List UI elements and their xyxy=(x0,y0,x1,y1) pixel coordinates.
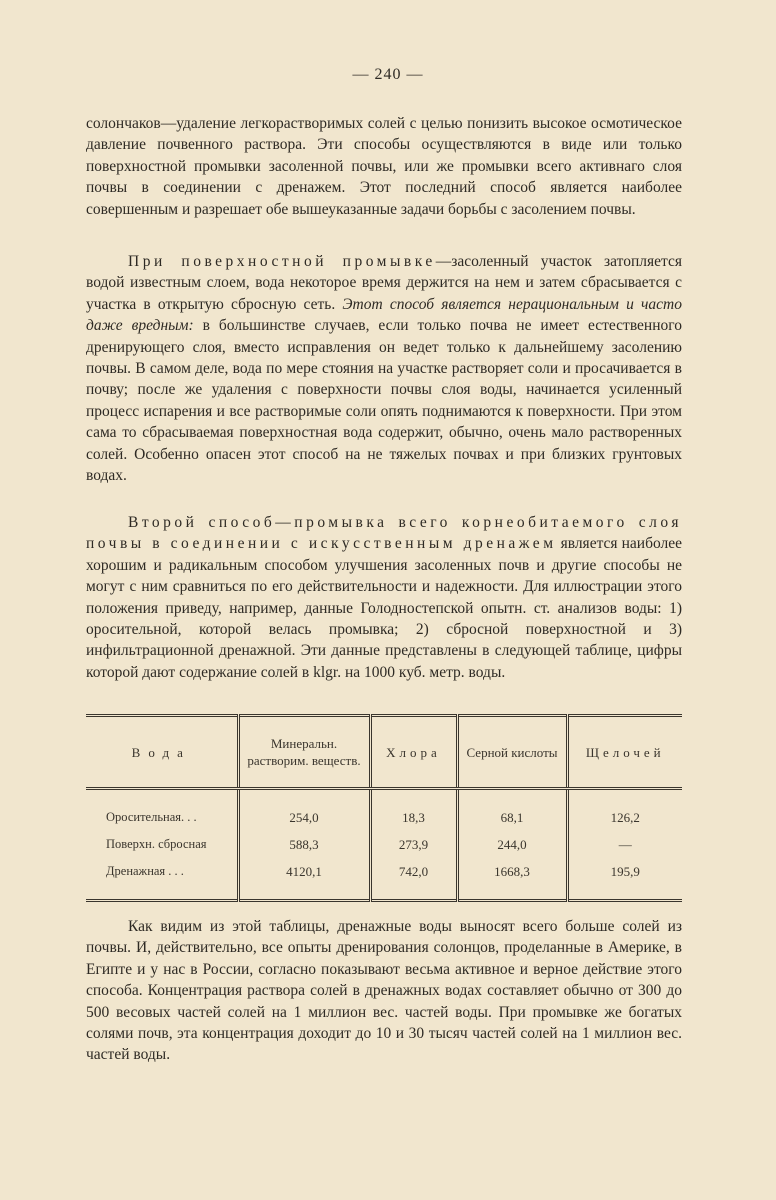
header-alkali: Щелочей xyxy=(567,716,682,789)
table-cell: 588,3 xyxy=(238,831,370,858)
table-row xyxy=(86,831,682,858)
header-sulfuric-acid: Серной кислоты xyxy=(457,716,567,789)
paragraph-2-text-a: —засоленный участок затопляется водой известным слоем, вода некоторое время держится на нем и затем сбрасывается с участка в открытую сбросную сеть. xyxy=(86,253,682,313)
table-row xyxy=(86,789,682,832)
paragraph-1: солончаков—удаление легкорастворимых солей с целью понизить высокое осмотическое давление почвенного раствора. Эти способы осуществляются в виде или только поверхностной промывки засоленной почвы, или же промывки всего активнаго слоя почвы в соединении с дренажем. Этот последний способ является наиболее совершенным и разрешает обе вышеуказанные задачи борьбы с засолением почвы. xyxy=(86,115,682,218)
paragraph-2-lead: При поверхностной промывке xyxy=(128,253,436,270)
table-cell: Оросительная. . . xyxy=(106,810,197,824)
paragraph-2-italic: Этот способ является нерациональным и часто даже вредным: xyxy=(86,295,682,335)
table-cell: — xyxy=(567,831,682,858)
table-cell: 742,0 xyxy=(370,858,457,901)
table-header-row xyxy=(86,716,682,789)
header-chlorine: Хлора xyxy=(370,716,457,789)
header-water: Вода xyxy=(86,716,238,789)
paragraph-3 xyxy=(86,512,682,683)
paragraph-4: Как видим из этой таблицы, дренажные воды выносят всего больше солей из почвы. И, действительно, все опыты дренирования солонцов, проделанные в Америке, в Египте и у нас в России, согласно показывают весьма активное и верное действие этого способа. Концентрация раствора солей в дренажных водах составляет обычно от 300 до 500 весовых частей солей на 1 миллион вес. частей воды. При промывке же богатых солями почв, эта концентрация доходит до 10 и 30 тысяч частей солей на 1 миллион вес. частей воды. xyxy=(86,918,682,1064)
table-cell: 254,0 xyxy=(238,789,370,832)
table-cell: Поверхн. сбросная xyxy=(106,837,207,851)
table-cell: 1668,3 xyxy=(457,858,567,901)
table-row xyxy=(86,858,682,901)
table-cell: 68,1 xyxy=(457,789,567,832)
header-mineral: Минеральн. растворим. веществ. xyxy=(238,716,370,789)
table-cell: 4120,1 xyxy=(238,858,370,901)
paragraph-2-text-b: в большинстве случаев, если только почва не имеет естественного дренирующего слоя, вместо исправления он ведет только к дальнейшему засолению почвы. В самом деле, вода по мере стояния на участке растворяет соли и просачивается в почву; после же удаления с поверхности почвы слоя воды, начинается усиленный процесс испарения и все растворимые соли опять поднимаются к поверхности. При этом сама то сбрасываемая поверхностная вода содержит, обычно, очень мало растворенных солей. Особенно опасен этот способ на не тяжелых почвах и при близких грунтовых водах. xyxy=(86,317,682,485)
water-analysis-table-wrap xyxy=(86,714,682,894)
table-cell: 126,2 xyxy=(567,789,682,832)
table-cell: 195,9 xyxy=(567,858,682,901)
water-analysis-table xyxy=(86,714,682,902)
paragraph-3-lead: Второй способ—промывка всего корнеобитаемого слоя почвы в соединении с искусственным дренажем xyxy=(86,514,682,553)
table-cell: 273,9 xyxy=(370,831,457,858)
page-number: — 240 — xyxy=(352,66,424,83)
paragraph-3-text: является наиболее хорошим и радикальным способом улучшения засоленных почв и другие способы не могут с ним сравниться по его действительности и надежности. Для иллюстрации этого положения приведу, например, данные Голодностепской опытн. ст. анализов воды: 1) оросительной, которой велась промывка; 2) сбросной поверхностной и 3) инфильтрационной дренажной. Эти данные представлены в следующей таблице, цифры которой дают содержание солей в klgr. на 1000 куб. метр. воды. xyxy=(86,535,683,681)
table-cell: Дренажная . . . xyxy=(106,864,184,878)
table-cell: 18,3 xyxy=(370,789,457,832)
paragraph-2 xyxy=(86,251,682,486)
table-cell: 244,0 xyxy=(457,831,567,858)
